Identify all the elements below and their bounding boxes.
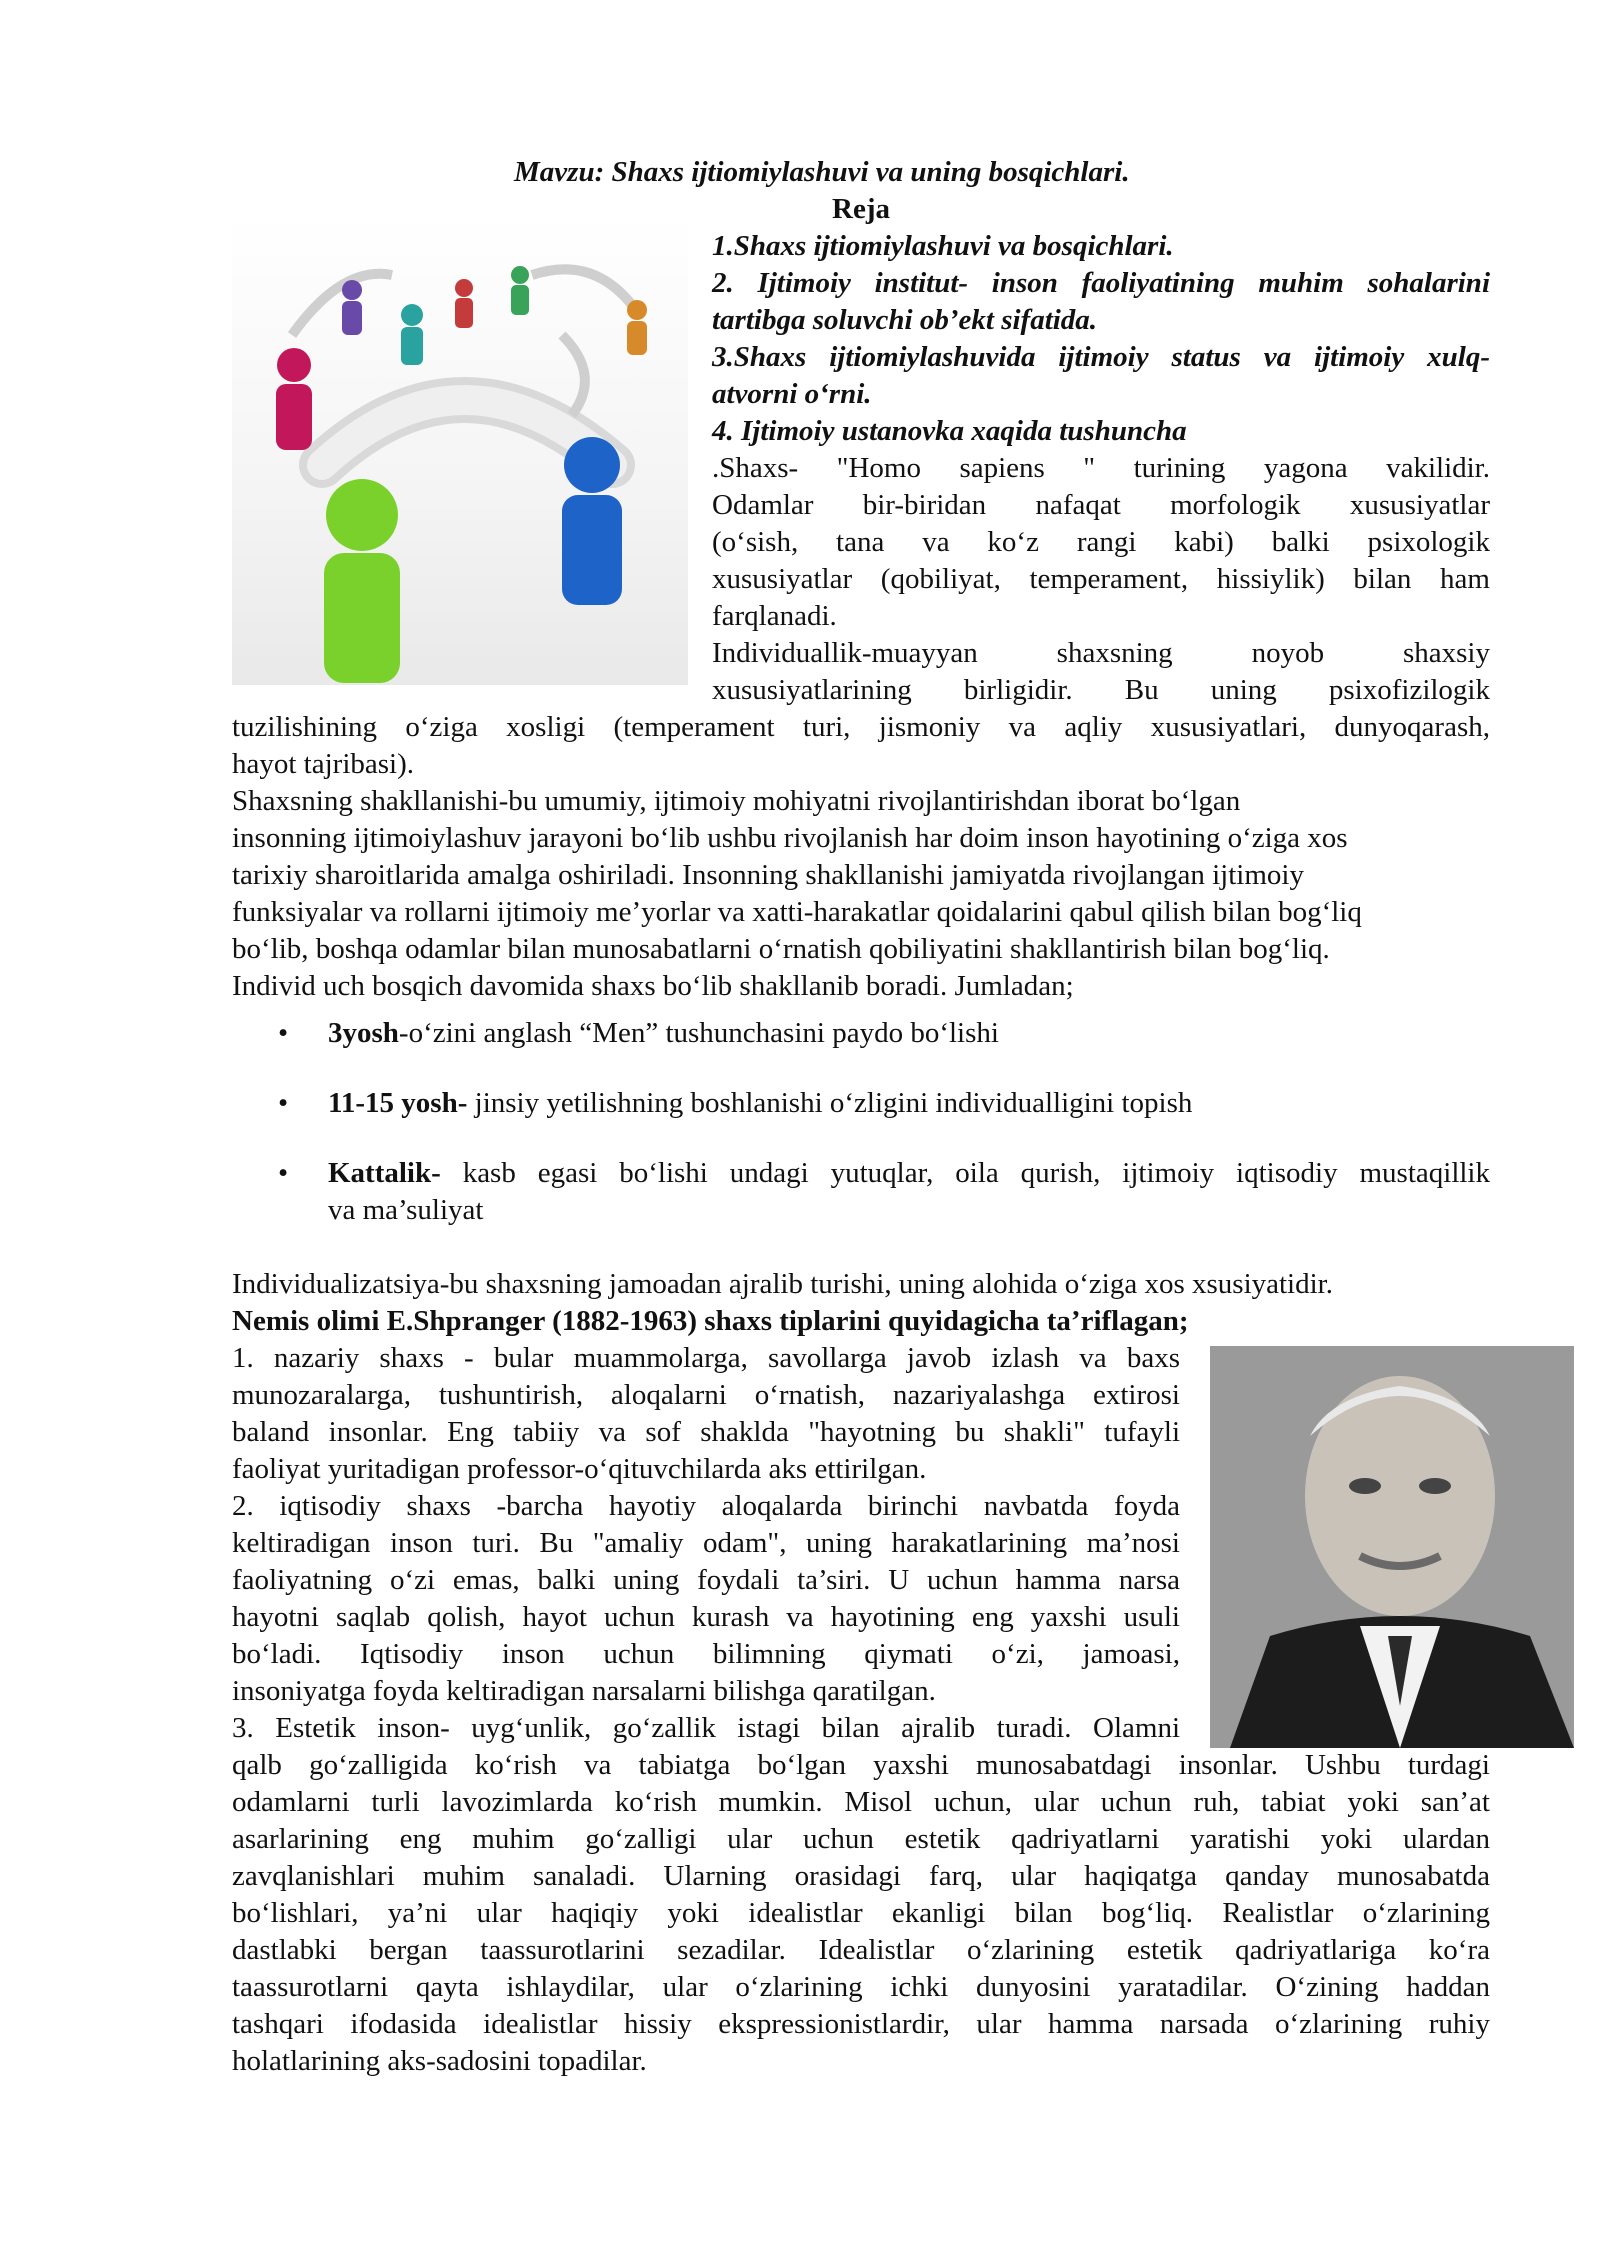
plan-item: 3.Shaxs ijtiomiylashuvida ijtimoiy status va ijtimoiy xulq-: [712, 341, 1490, 373]
type-line: baland insonlar. Eng tabiiy va sof shaklda "hayotning bu shakli" tufayli: [232, 1416, 1180, 1448]
spranger-heading: Nemis olimi E.Shpranger (1882-1963) shaxs tiplarini quyidagicha ta’riflagan;: [232, 1305, 1189, 1337]
bullet-text: [328, 1155, 1490, 1192]
bullet-item: [278, 1015, 288, 1052]
people-network-illustration: [232, 215, 688, 685]
bullet-text: [328, 1085, 1192, 1122]
intro-line: .Shaxs- "Homo sapiens " turining yagona vakilidir.: [712, 452, 1490, 484]
paragraph-line: Shaxsning shakllanishi-bu umumiy, ijtimoiy mohiyatni rivojlantirishdan iborat bo‘lgan: [232, 785, 1241, 817]
intro-line: (o‘sish, tana va ko‘z rangi kabi) balki psixologik: [712, 526, 1490, 558]
type-line: insoniyatga foyda keltiradigan narsalarni bilishga qaratilgan.: [232, 1675, 936, 1707]
type-line: munozaralarga, tushuntirish, aloqalarni o‘rnatish, nazariyalashga extirosi: [232, 1379, 1180, 1411]
final-line: odamlarni turli lavozimlarda ko‘rish mumkin. Misol uchun, ular uchun ruh, tabiat yoki san’at: [232, 1786, 1490, 1818]
paragraph-line: insonning ijtimoiylashuv jarayoni bo‘lib ushbu rivojlanish har doim inson hayotining o‘ziga xos: [232, 822, 1348, 854]
bullet-item: [278, 1155, 288, 1192]
intro-line: Odamlar bir-biridan nafaqat morfologik xususiyatlar: [712, 489, 1490, 521]
bullet-text: [328, 1015, 999, 1052]
type-line: faoliyatning o‘zi emas, balki uning foydali ta’siri. U uchun hamma narsa: [232, 1564, 1180, 1596]
paragraph-line: funksiyalar va rollarni ijtimoiy me’yorlar va xatti-harakatlar qoidalarini qabul qilish bilan bog‘liq: [232, 896, 1362, 928]
final-line: zavqlanishlari muhim sanaladi. Ularning orasidagi farq, ular haqiqatga qanday munosabatda: [232, 1860, 1490, 1892]
purple-person-icon: [342, 280, 362, 335]
green-person-icon: [324, 479, 400, 683]
page-title: Mavzu: Shaxs ijtiomiylashuvi va uning bosqichlari.: [514, 156, 1130, 188]
orange-person-icon: [627, 300, 647, 355]
type-line: hayotni saqlab qolish, hayot uchun kurash va hayotining eng yaxshi usuli: [232, 1601, 1180, 1633]
teal-person-icon: [401, 304, 423, 365]
bullet-item: [278, 1085, 288, 1122]
bullet-symbol: •: [278, 1017, 289, 1049]
paragraph-line: hayot tajribasi).: [232, 748, 415, 780]
bullet-rest: -o‘zini anglash “Men” tushunchasini paydo bo‘lishi: [398, 1017, 999, 1049]
spranger-portrait-photo: [1210, 1346, 1574, 1748]
type-line: 3. Estetik inson- uyg‘unlik, go‘zallik istagi bilan ajralib turadi. Olamni: [232, 1712, 1180, 1744]
plan-heading: Reja: [832, 193, 890, 225]
blue-person-icon: [562, 437, 622, 605]
type-line: faoliyat yuritadigan professor-o‘qituvchilarda aks ettirilgan.: [232, 1453, 927, 1485]
bullet-symbol: •: [278, 1087, 289, 1119]
individualization-line: Individualizatsiya-bu shaxsning jamoadan ajralib turishi, uning alohida o‘ziga xos xsusiyatidir.: [232, 1268, 1333, 1300]
green-small-person-icon: [511, 266, 529, 315]
plan-item: atvorni o‘rni.: [712, 378, 872, 410]
type-line: 1. nazariy shaxs - bular muammolarga, savollarga javob izlash va baxs: [232, 1342, 1180, 1374]
paragraph-line: bo‘lib, boshqa odamlar bilan munosabatlarni o‘rnatish qobiliyatini shakllantirish bilan bog‘liq.: [232, 933, 1330, 965]
plan-item: tartibga soluvchi ob’ekt sifatida.: [712, 304, 1098, 336]
final-line: tashqari ifodasida idealistlar hissiy ekspressionistlardir, ular hamma narsada o‘zlarining ruhiy: [232, 2008, 1490, 2040]
bullet-rest: kasb egasi bo‘lishi undagi yutuqlar, oila qurish, ijtimoiy iqtisodiy mustaqillik: [440, 1157, 1490, 1189]
final-line: holatlarining aks-sadosini topadilar.: [232, 2045, 647, 2077]
type-line: keltiradigan inson turi. Bu "amaliy odam", uning harakatlarining ma’nosi: [232, 1527, 1180, 1559]
intro-line: Individuallik-muayyan shaxsning noyob shaxsiy: [712, 637, 1490, 669]
intro-line: farqlanadi.: [712, 600, 837, 632]
final-line: taassurotlarni qayta ishlaydilar, ular o‘zlarining ichki dunyosini yaratadilar. O‘zining haddan: [232, 1971, 1490, 2003]
bullet-continuation: va ma’suliyat: [328, 1194, 484, 1226]
intro-line: xususiyatlar (qobiliyat, temperament, hissiylik) bilan ham: [712, 563, 1490, 595]
type-line: 2. iqtisodiy shaxs -barcha hayotiy aloqalarda birinchi navbatda foyda: [232, 1490, 1180, 1522]
paragraph-line: tuzilishining o‘ziga xosligi (temperament turi, jismoniy va aqliy xususiyatlari, dunyoqarash,: [232, 711, 1490, 743]
plan-item: 2. Ijtimoiy institut- inson faoliyatining muhim sohalarini: [712, 267, 1490, 299]
final-line: dastlabki bergan taassurotlarini sezadilar. Idealistlar o‘zlarining estetik qadriyatlariga ko‘ra: [232, 1934, 1490, 1966]
final-line: qalb go‘zalligida ko‘rish va tabiatga bo‘lgan yaxshi munosabatdagi insonlar. Ushbu turdagi: [232, 1749, 1490, 1781]
paragraph-line: Individ uch bosqich davomida shaxs bo‘lib shakllanib boradi. Jumladan;: [232, 970, 1074, 1002]
bullet-rest: jinsiy yetilishning boshlanishi o‘zligini individualligini topish: [467, 1087, 1193, 1119]
final-line: asarlarining eng muhim go‘zalligi ular uchun estetik qadriyatlarni yaratishi yoki ulardan: [232, 1823, 1490, 1855]
plan-item: 1.Shaxs ijtiomiylashuvi va bosqichlari.: [712, 230, 1174, 262]
bullet-bold: 3yosh: [328, 1017, 399, 1049]
bullet-bold: Kattalik-: [328, 1157, 441, 1189]
magenta-person-icon: [276, 348, 312, 450]
red-person-icon: [455, 279, 473, 328]
bullet-bold: 11-15 yosh-: [328, 1087, 468, 1119]
type-line: bo‘ladi. Iqtisodiy inson uchun bilimning qiymati o‘zi, jamoasi,: [232, 1638, 1180, 1670]
final-line: bo‘lishlari, ya’ni ular haqiqiy yoki idealistlar ekanligi bilan bog‘liq. Realistlar o‘zlarining: [232, 1897, 1490, 1929]
intro-line: xususiyatlarining birligidir. Bu uning psixofizilogik: [712, 674, 1490, 706]
paragraph-line: tarixiy sharoitlarida amalga oshiriladi. Insonning shakllanishi jamiyatda rivojlangan ijtimoiy: [232, 859, 1304, 891]
bullet-symbol: •: [278, 1157, 289, 1189]
plan-item: 4. Ijtimoiy ustanovka xaqida tushuncha: [712, 415, 1187, 447]
